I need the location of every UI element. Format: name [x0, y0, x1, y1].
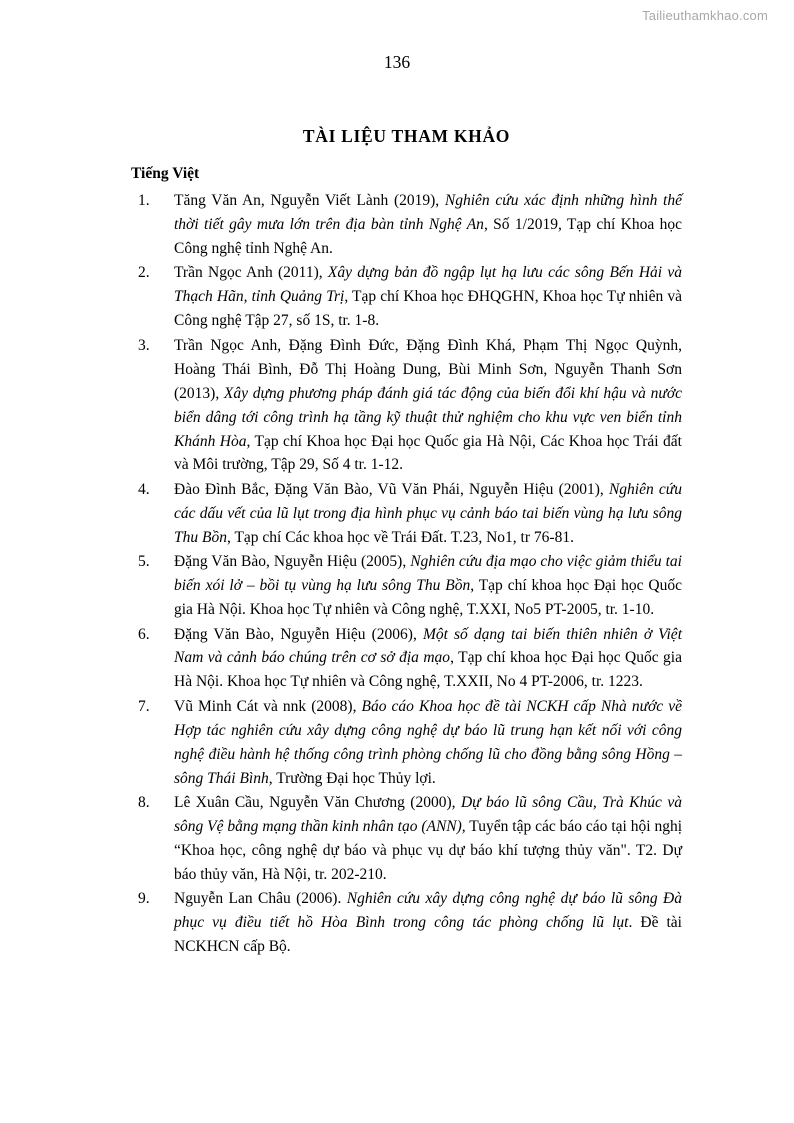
reference-text: [174, 334, 682, 478]
reference-number: 9.: [138, 890, 150, 908]
reference-item: [131, 550, 682, 622]
page-title: TÀI LIỆU THAM KHẢO: [302, 126, 511, 146]
reference-title-italic: Nghiên cứu xây dựng công nghệ dự báo lũ sông Đà phục vụ điều tiết hồ Hòa Bình trong công tác phòng chống lũ lụt: [174, 890, 682, 932]
reference-number: 7.: [138, 697, 150, 715]
reference-plain-text: Trần Ngọc Anh, Đặng Đình Đức, Đặng Đình Khá, Phạm Thị Ngọc Quỳnh, Hoàng Thái Bình, Đỗ Thị Hoàng Dung, Bùi Minh Sơn, Nguyễn Thanh Sơn (2013),: [174, 336, 682, 402]
reference-item: [131, 623, 682, 695]
reference-plain-text: , Tạp chí khoa học Đại học Quốc gia Hà Nội. Khoa học Tự nhiên và Công nghệ, T.XXI, No5 PT-2005, tr. 1-10.: [174, 577, 682, 619]
section-heading-vietnamese: Tiếng Việt: [131, 164, 200, 182]
reference-plain-text: , Tạp chí Khoa học ĐHQGHN, Khoa học Tự nhiên và Công nghệ Tập 27, số 1S, tr. 1-8.: [174, 288, 682, 330]
reference-number: 2.: [138, 264, 150, 282]
reference-number: 8.: [138, 794, 150, 812]
reference-item: [131, 478, 682, 550]
reference-item: [131, 887, 682, 959]
reference-plain-text: Tuyển tập các báo cáo tại hội nghị “Khoa học, công nghệ dự báo và phục vụ dự báo khí tượng thủy văn". T2. Dự báo thủy văn, Hà Nội, tr. 202-210.: [174, 818, 682, 883]
reference-plain-text: Đặng Văn Bào, Nguyễn Hiệu (2006),: [174, 625, 423, 643]
reference-item: [131, 334, 682, 478]
reference-text: [174, 261, 682, 333]
reference-text: [174, 623, 682, 695]
reference-number: 6.: [138, 625, 150, 643]
reference-number: 5.: [138, 553, 150, 571]
reference-plain-text: , Tạp chí Khoa học Đại học Quốc gia Hà Nội, Các Khoa học Trái đất và Môi trường, Tập 29, Số 4 tr. 1-12.: [174, 432, 682, 474]
reference-title-italic: Xây dựng phương pháp đánh giá tác động của biến đổi khí hậu và nước biển dâng tới công trình hạ tầng kỹ thuật thử nghiệm cho khu vực ven biển tỉnh Khánh Hòa: [174, 384, 682, 450]
reference-plain-text: Lê Xuân Cầu, Nguyễn Văn Chương (2000),: [174, 794, 461, 812]
reference-item: [131, 261, 682, 333]
reference-plain-text: Trần Ngọc Anh (2011),: [174, 264, 328, 282]
reference-number: 4.: [138, 480, 150, 498]
reference-plain-text: Đặng Văn Bào, Nguyễn Hiệu (2005),: [174, 553, 411, 571]
reference-text: [174, 695, 682, 791]
reference-item: [131, 791, 682, 887]
site-watermark: Tailieuthamkhao.com: [642, 8, 768, 23]
reference-title-italic: Nghiên cứu địa mạo cho việc giảm thiểu tai biến xói lở – bồi tụ vùng hạ lưu sông Thu Bồn: [174, 553, 682, 595]
reference-plain-text: . Đề tài NCKHCN cấp Bộ.: [174, 914, 682, 956]
reference-title-italic: Nghiên cứu các dấu vết của lũ lụt trong địa hình phục vụ cảnh báo tai biến vùng hạ lưu sông Thu Bồn: [174, 480, 683, 546]
reference-item: [131, 695, 682, 791]
reference-title-italic: Xây dựng bản đồ ngập lụt hạ lưu các sông Bến Hải và Thạch Hãn, tỉnh Quảng Trị: [174, 264, 682, 306]
reference-plain-text: Trường Đại học Thủy lợi.: [272, 769, 436, 787]
reference-text: [174, 887, 682, 959]
reference-plain-text: , Số 1/2019, Tạp chí Khoa học Công nghệ tỉnh Nghệ An.: [174, 216, 682, 257]
reference-list: [131, 189, 682, 959]
reference-plain-text: Nguyễn Lan Châu (2006).: [174, 890, 347, 908]
reference-plain-text: Vũ Minh Cát và nnk (2008),: [174, 697, 362, 715]
reference-title-italic: Báo cáo Khoa học đề tài NCKH cấp Nhà nước về Hợp tác nghiên cứu xây dựng công nghệ dự báo lũ trung hạn kết nối với công nghệ điều hành hệ thống công trình phòng chống lũ cho đồng bằng sông Hồng – sông Thái Bình,: [174, 697, 682, 787]
reference-text: [174, 478, 682, 550]
reference-item: [131, 189, 682, 261]
reference-number: 1.: [138, 192, 150, 210]
page-number: 136: [383, 52, 411, 72]
reference-plain-text: , Tạp chí khoa học Đại học Quốc gia Hà Nội. Khoa học Tự nhiên và Công nghệ, T.XXII, No 4 PT-2006, tr. 1223.: [174, 649, 682, 691]
reference-plain-text: , Tạp chí Các khoa học về Trái Đất. T.23, No1, tr 76-81.: [226, 528, 574, 546]
reference-title-italic: Nghiên cứu xác định những hình thế thời tiết gây mưa lớn trên địa bàn tỉnh Nghệ An: [174, 192, 682, 234]
reference-text: [174, 791, 682, 887]
reference-title-italic: Một số dạng tai biến thiên nhiên ở Việt Nam và cảnh báo chúng trên cơ sở địa mạo: [174, 625, 682, 667]
page-content: [131, 126, 682, 960]
reference-text: [174, 550, 682, 622]
reference-number: 3.: [138, 336, 150, 354]
reference-text: [174, 189, 682, 261]
reference-plain-text: Đào Đình Bắc, Đặng Văn Bào, Vũ Văn Phái, Nguyễn Hiệu (2001),: [174, 480, 609, 498]
reference-title-italic: Dự báo lũ sông Cầu, Trà Khúc và sông Vệ bằng mạng thần kinh nhân tạo (ANN),: [174, 794, 682, 835]
reference-plain-text: Tăng Văn An, Nguyễn Viết Lành (2019),: [174, 192, 445, 210]
